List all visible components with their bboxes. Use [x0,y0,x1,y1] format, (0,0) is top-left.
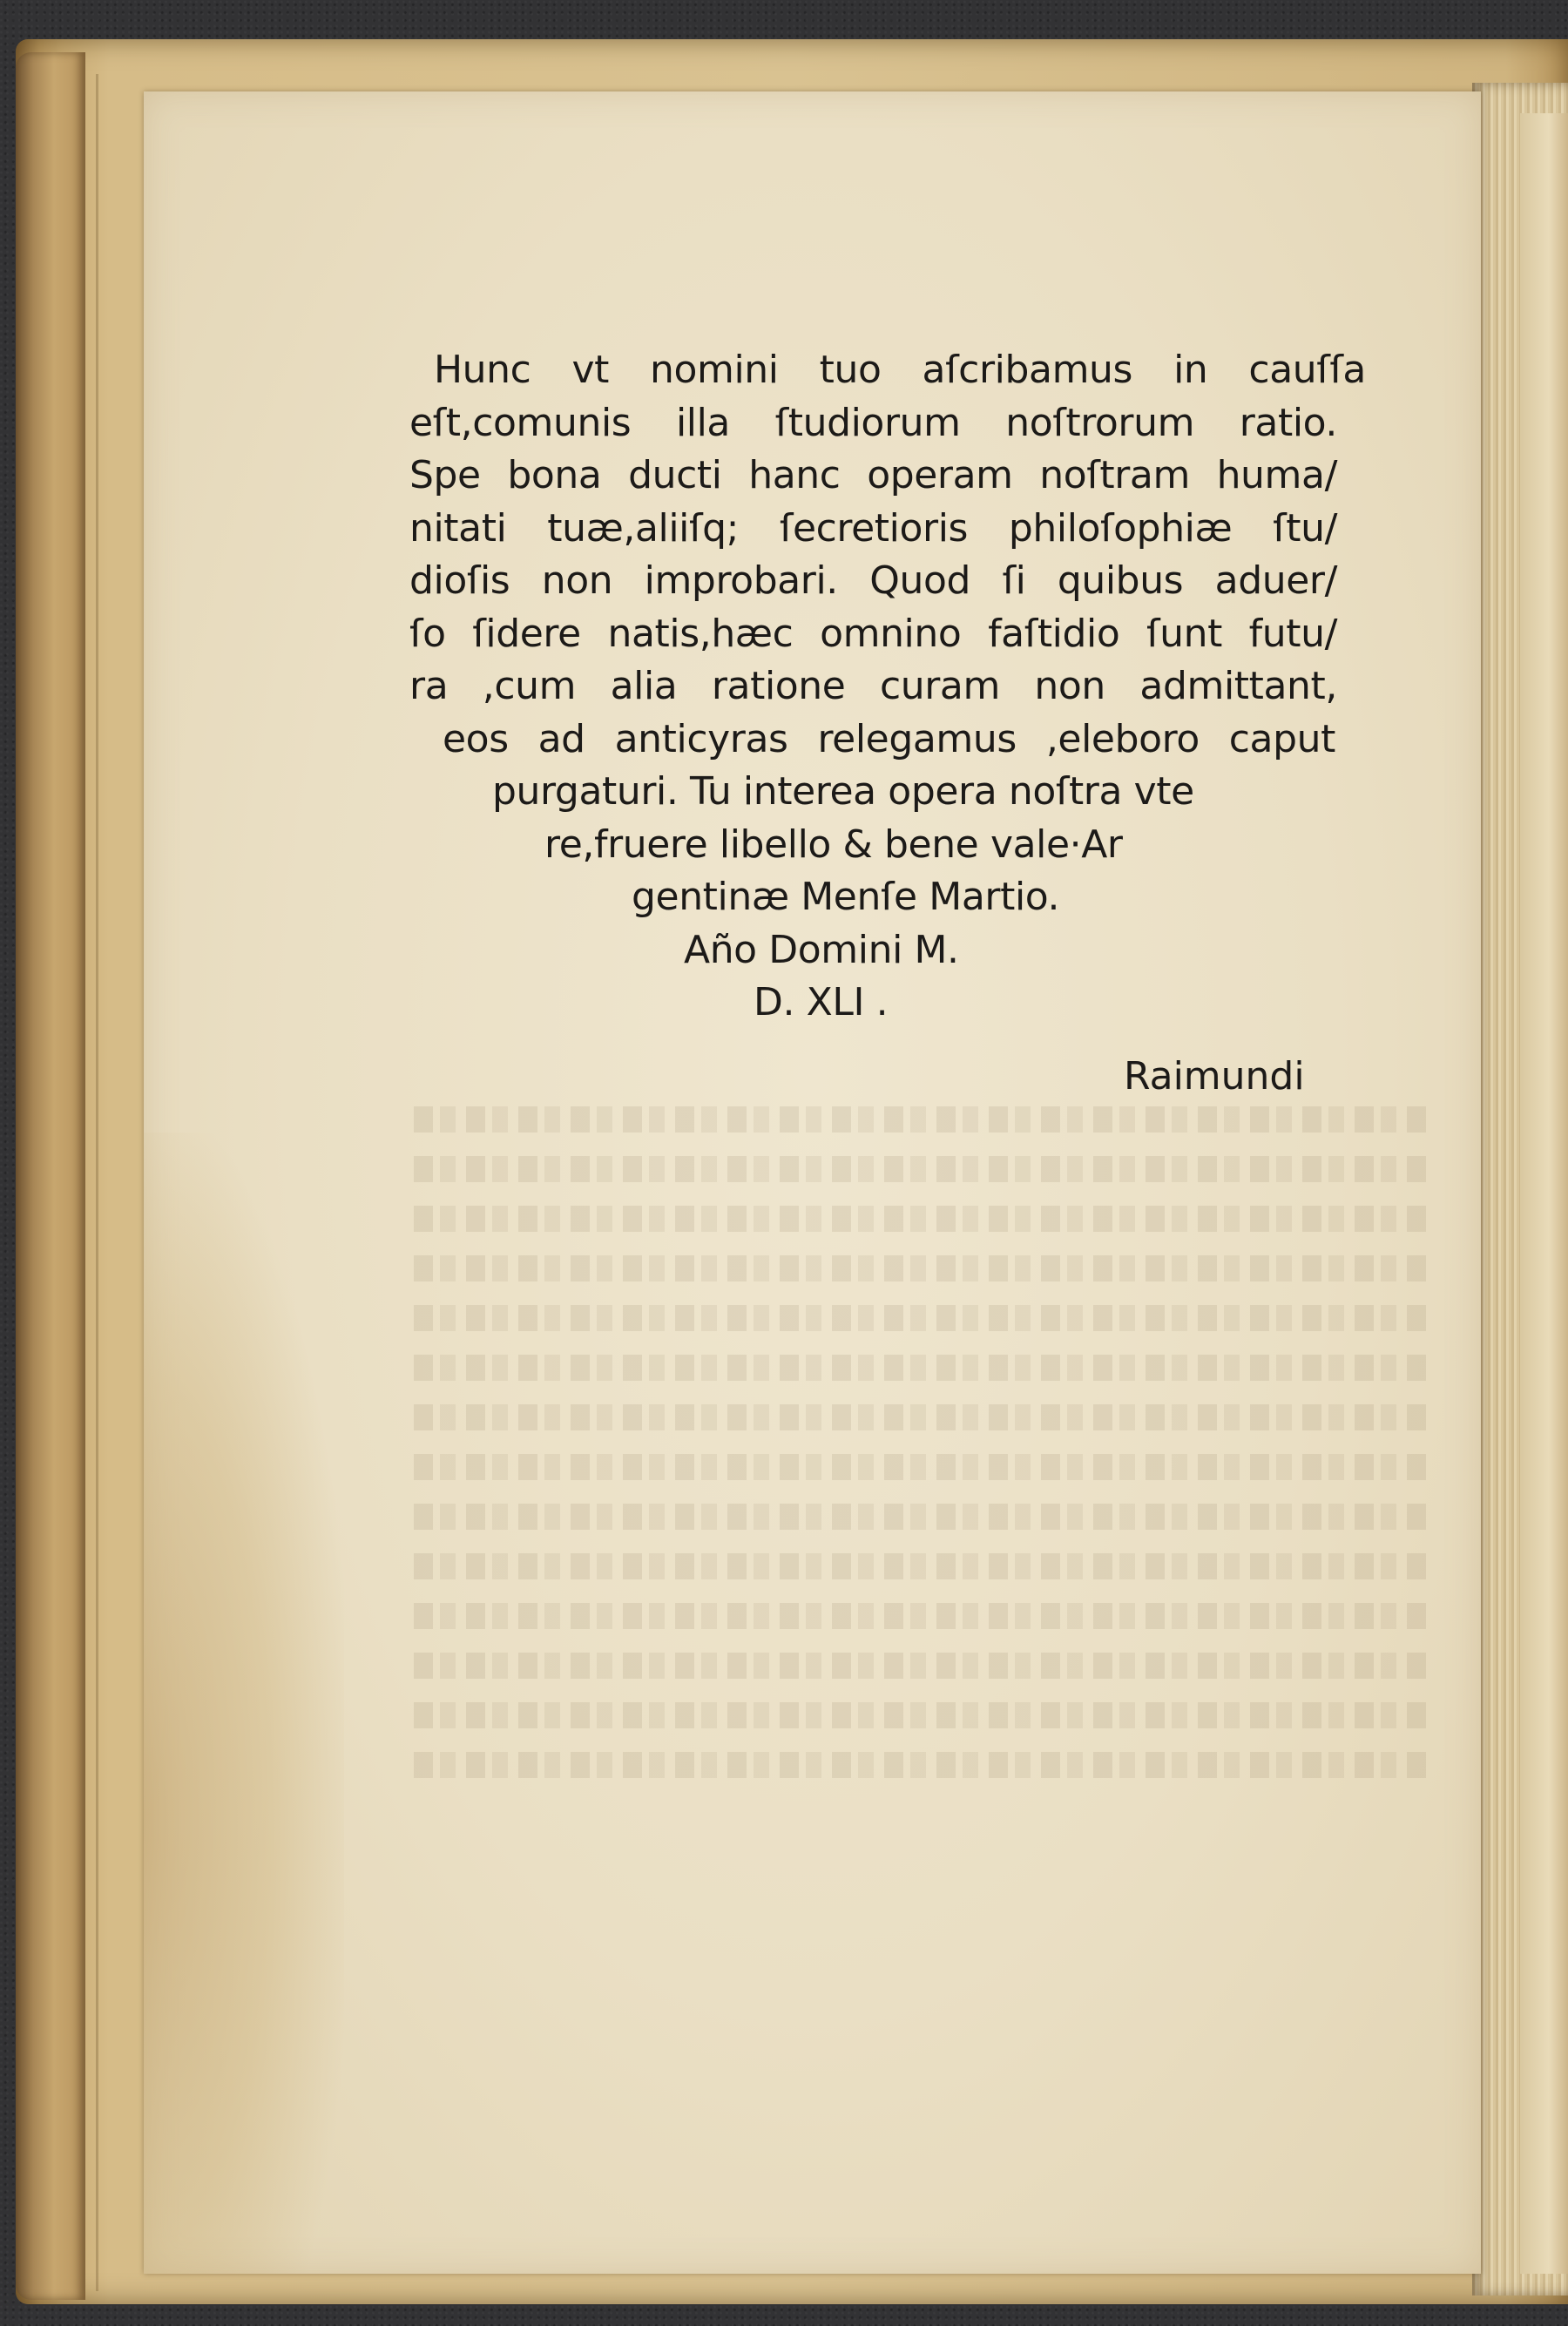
text-line: eos ad anticyras relegamus ,eleboro caput [443,716,1335,761]
text-line: ra ,cum alia ratione curam non admittant, [409,664,1337,708]
text-line: purgaturi. Tu interea opera noſtra vte [492,769,1194,814]
catchword: Raimundi [1124,1054,1305,1099]
text-line: Spe bona ducti hanc operam noſtram huma/ [409,453,1337,497]
book-spine [16,52,85,2300]
text-line: dioſis non improbari. Quod ſi quibus aduer/ [409,558,1337,603]
text-line: re,fruere libello & bene vale·Ar [544,822,1123,867]
text-line: eſt,comunis illa ſtudiorum noſtrorum ratio. [409,400,1337,445]
facing-page-edge [1520,113,1568,2274]
text-line: ſo ſidere natis,hæc omnino faſtidio ſunt futu/ [409,611,1337,656]
text-line: gentinæ Menſe Martio. [632,875,1060,919]
text-line: D. XLI . [754,980,889,1024]
text-line: Hunc vt nomini tuo aſcribamus in cauſſa [434,348,1366,392]
text-line: Año Domini M. [684,927,959,972]
text-line: nitati tuæ,aliiſq; ſecretioris philoſophiæ ſtu/ [409,505,1337,551]
dedication-text [409,344,1366,1030]
